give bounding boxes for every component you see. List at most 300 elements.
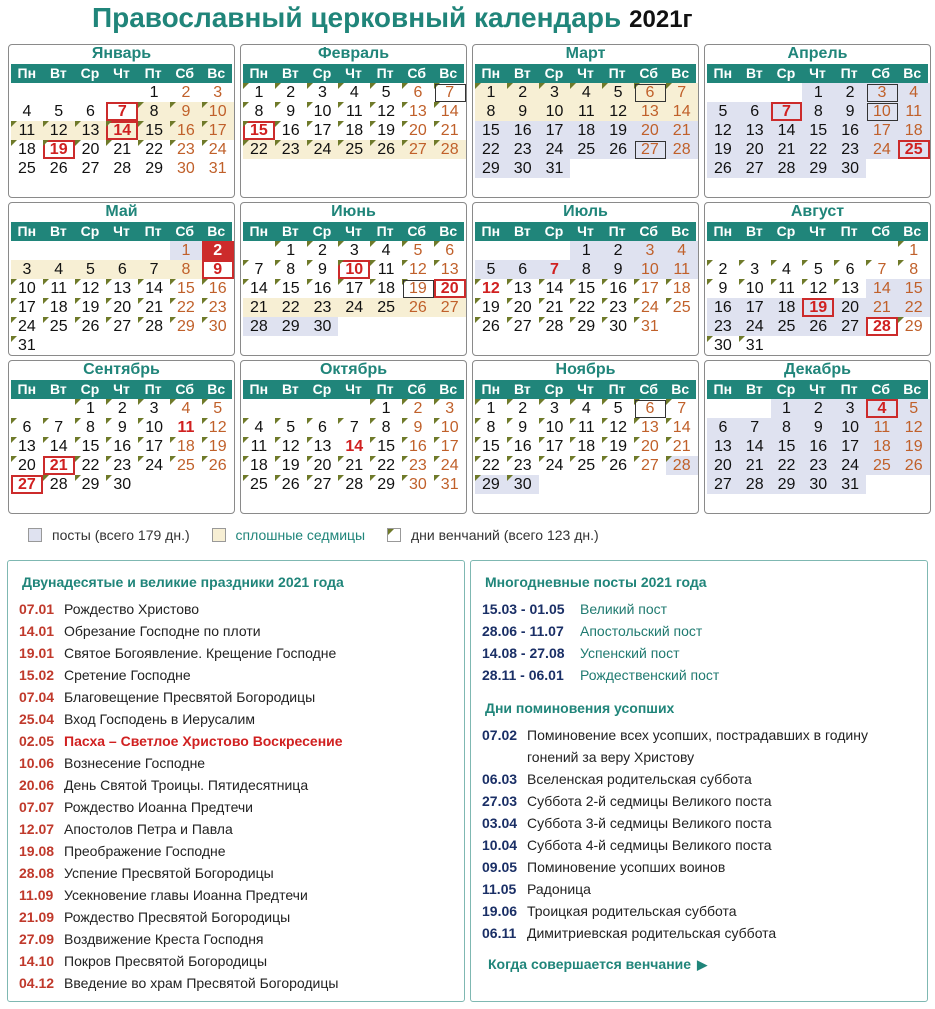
day-cell[interactable]: 8 xyxy=(771,418,803,437)
day-cell[interactable]: 30 xyxy=(307,317,339,336)
day-cell[interactable]: 30 xyxy=(507,475,539,494)
day-cell[interactable]: 5 xyxy=(370,83,402,102)
day-cell[interactable]: 21 xyxy=(771,140,803,159)
day-cell[interactable]: 18 xyxy=(43,298,75,317)
day-cell[interactable]: 25 xyxy=(338,140,370,159)
day-cell[interactable]: 3 xyxy=(307,83,339,102)
day-cell[interactable]: 24 xyxy=(138,456,170,475)
day-cell[interactable]: 28 xyxy=(43,475,75,494)
day-cell[interactable]: 17 xyxy=(11,298,43,317)
day-cell[interactable]: 20 xyxy=(834,298,866,317)
day-cell[interactable]: 2 xyxy=(307,241,339,260)
day-cell[interactable]: 23 xyxy=(707,317,739,336)
day-cell[interactable]: 27 xyxy=(434,298,466,317)
day-cell[interactable]: 12 xyxy=(402,260,434,279)
day-cell[interactable]: 21 xyxy=(866,298,898,317)
day-cell[interactable]: 3 xyxy=(11,260,43,279)
day-cell[interactable]: 8 xyxy=(275,260,307,279)
day-cell[interactable]: 25 xyxy=(43,317,75,336)
day-cell[interactable]: 5 xyxy=(54,103,64,120)
day-cell[interactable]: 16 xyxy=(275,121,307,140)
day-cell[interactable]: 12 xyxy=(707,121,739,140)
day-cell[interactable]: 5 xyxy=(475,260,507,279)
day-cell[interactable]: 19 xyxy=(602,121,634,140)
day-cell[interactable]: 12 xyxy=(475,279,507,298)
day-cell[interactable]: 30 xyxy=(707,336,739,355)
day-cell[interactable]: 16 xyxy=(602,279,634,298)
day-cell[interactable]: 19 xyxy=(202,437,234,456)
day-cell[interactable]: 2 xyxy=(181,84,191,101)
day-cell[interactable]: 7 xyxy=(106,102,138,121)
day-cell[interactable]: 14 xyxy=(243,279,275,298)
day-cell[interactable]: 18 xyxy=(866,437,898,456)
day-cell[interactable]: 27 xyxy=(402,140,434,159)
day-cell[interactable]: 3 xyxy=(739,260,771,279)
day-cell[interactable]: 27 xyxy=(81,160,100,177)
day-cell[interactable]: 5 xyxy=(202,399,234,418)
day-cell[interactable]: 18 xyxy=(370,279,402,298)
day-cell[interactable]: 3 xyxy=(213,84,223,101)
day-cell[interactable]: 1 xyxy=(170,241,202,260)
day-cell[interactable]: 2 xyxy=(507,83,539,102)
day-cell[interactable]: 17 xyxy=(539,437,571,456)
day-cell[interactable]: 7 xyxy=(866,260,898,279)
day-cell[interactable]: 9 xyxy=(307,260,339,279)
day-cell[interactable]: 12 xyxy=(898,418,930,437)
day-cell[interactable]: 28 xyxy=(243,317,275,336)
day-cell[interactable]: 22 xyxy=(75,456,107,475)
day-cell[interactable]: 27 xyxy=(507,317,539,336)
day-cell[interactable]: 29 xyxy=(170,317,202,336)
day-cell[interactable]: 10 xyxy=(866,102,898,121)
day-cell[interactable]: 26 xyxy=(802,317,834,336)
day-cell[interactable]: 23 xyxy=(802,456,834,475)
day-cell[interactable]: 3 xyxy=(138,399,170,418)
day-cell[interactable]: 4 xyxy=(570,83,602,102)
day-cell[interactable]: 6 xyxy=(834,260,866,279)
day-cell[interactable]: 10 xyxy=(11,279,43,298)
day-cell[interactable]: 4 xyxy=(170,399,202,418)
day-cell[interactable]: 9 xyxy=(402,418,434,437)
day-cell[interactable]: 13 xyxy=(307,437,339,456)
day-cell[interactable]: 1 xyxy=(243,83,275,102)
day-cell[interactable]: 4 xyxy=(338,83,370,102)
day-cell[interactable]: 26 xyxy=(75,317,107,336)
day-cell[interactable]: 9 xyxy=(507,418,539,437)
day-cell[interactable]: 14 xyxy=(43,437,75,456)
day-cell[interactable]: 13 xyxy=(434,260,466,279)
day-cell[interactable]: 12 xyxy=(802,279,834,298)
day-cell[interactable]: 5 xyxy=(707,102,739,121)
day-cell[interactable]: 28 xyxy=(666,456,698,475)
day-cell[interactable]: 11 xyxy=(11,121,43,140)
day-cell[interactable]: 17 xyxy=(434,437,466,456)
day-cell[interactable]: 27 xyxy=(106,317,138,336)
day-cell[interactable]: 14 xyxy=(434,102,466,121)
day-cell[interactable]: 15 xyxy=(275,279,307,298)
day-cell[interactable]: 9 xyxy=(602,260,634,279)
day-cell[interactable]: 6 xyxy=(707,418,739,437)
day-cell[interactable]: 24 xyxy=(634,298,666,317)
day-cell[interactable]: 7 xyxy=(138,260,170,279)
day-cell[interactable]: 14 xyxy=(866,279,898,298)
day-cell[interactable]: 4 xyxy=(898,83,930,102)
day-cell[interactable]: 30 xyxy=(106,475,138,494)
day-cell[interactable]: 29 xyxy=(898,317,930,336)
day-cell[interactable]: 7 xyxy=(739,418,771,437)
day-cell[interactable]: 8 xyxy=(170,260,202,279)
day-cell[interactable]: 31 xyxy=(834,475,866,494)
day-cell[interactable]: 6 xyxy=(434,241,466,260)
day-cell[interactable]: 24 xyxy=(202,140,234,159)
day-cell[interactable]: 18 xyxy=(11,140,43,159)
day-cell[interactable]: 13 xyxy=(834,279,866,298)
day-cell[interactable]: 4 xyxy=(771,260,803,279)
day-cell[interactable]: 11 xyxy=(898,102,930,121)
day-cell[interactable]: 25 xyxy=(771,317,803,336)
day-cell[interactable]: 5 xyxy=(802,260,834,279)
day-cell[interactable]: 31 xyxy=(739,336,771,355)
day-cell[interactable]: 17 xyxy=(202,121,234,140)
day-cell[interactable]: 5 xyxy=(402,241,434,260)
day-cell[interactable]: 5 xyxy=(75,260,107,279)
day-cell[interactable]: 10 xyxy=(138,418,170,437)
day-cell[interactable]: 4 xyxy=(22,103,32,120)
day-cell[interactable]: 20 xyxy=(707,456,739,475)
day-cell[interactable]: 20 xyxy=(11,456,43,475)
day-cell[interactable]: 10 xyxy=(539,102,571,121)
day-cell[interactable]: 20 xyxy=(75,140,107,159)
day-cell[interactable]: 1 xyxy=(802,83,834,102)
day-cell[interactable]: 21 xyxy=(434,121,466,140)
day-cell[interactable]: 17 xyxy=(307,121,339,140)
day-cell[interactable]: 1 xyxy=(149,84,159,101)
day-cell[interactable]: 13 xyxy=(707,437,739,456)
day-cell[interactable]: 6 xyxy=(86,103,95,120)
day-cell[interactable]: 14 xyxy=(666,418,698,437)
day-cell[interactable]: 25 xyxy=(666,298,698,317)
day-cell[interactable]: 1 xyxy=(898,241,930,260)
day-cell[interactable]: 3 xyxy=(539,83,571,102)
day-cell[interactable]: 5 xyxy=(602,399,634,418)
day-cell[interactable]: 11 xyxy=(866,418,898,437)
day-cell[interactable]: 13 xyxy=(739,121,771,140)
day-cell[interactable]: 4 xyxy=(370,241,402,260)
day-cell[interactable]: 2 xyxy=(802,399,834,418)
day-cell[interactable]: 12 xyxy=(602,102,634,121)
day-cell[interactable]: 28 xyxy=(866,317,898,336)
day-cell[interactable]: 1 xyxy=(275,241,307,260)
day-cell[interactable]: 22 xyxy=(898,298,930,317)
day-cell[interactable]: 24 xyxy=(539,456,571,475)
day-cell[interactable]: 22 xyxy=(275,298,307,317)
day-cell[interactable]: 15 xyxy=(898,279,930,298)
day-cell[interactable]: 21 xyxy=(666,437,698,456)
day-cell[interactable]: 11 xyxy=(177,419,195,436)
day-cell[interactable]: 9 xyxy=(106,418,138,437)
day-cell[interactable]: 7 xyxy=(43,418,75,437)
day-cell[interactable]: 21 xyxy=(739,456,771,475)
day-cell[interactable]: 29 xyxy=(802,159,834,178)
day-cell[interactable]: 22 xyxy=(170,298,202,317)
day-cell[interactable]: 6 xyxy=(507,260,539,279)
day-cell[interactable]: 1 xyxy=(370,399,402,418)
day-cell[interactable]: 6 xyxy=(634,399,666,418)
day-cell[interactable]: 3 xyxy=(539,399,571,418)
day-cell[interactable]: 28 xyxy=(739,475,771,494)
day-cell[interactable]: 30 xyxy=(177,160,195,177)
day-cell[interactable]: 13 xyxy=(634,102,666,121)
day-cell[interactable]: 31 xyxy=(634,317,666,336)
day-cell[interactable]: 23 xyxy=(170,140,202,159)
day-cell[interactable]: 7 xyxy=(666,83,698,102)
day-cell[interactable]: 20 xyxy=(106,298,138,317)
day-cell[interactable]: 19 xyxy=(75,298,107,317)
day-cell[interactable]: 28 xyxy=(666,140,698,159)
day-cell[interactable]: 4 xyxy=(570,399,602,418)
day-cell[interactable]: 2 xyxy=(402,399,434,418)
day-cell[interactable]: 24 xyxy=(739,317,771,336)
day-cell[interactable]: 16 xyxy=(402,437,434,456)
day-cell[interactable]: 24 xyxy=(539,140,571,159)
day-cell[interactable]: 26 xyxy=(602,140,634,159)
day-cell[interactable]: 23 xyxy=(834,140,866,159)
day-cell[interactable]: 17 xyxy=(834,437,866,456)
day-cell[interactable]: 11 xyxy=(338,102,370,121)
day-cell[interactable]: 29 xyxy=(75,475,107,494)
day-cell[interactable]: 18 xyxy=(338,121,370,140)
day-cell[interactable]: 6 xyxy=(11,418,43,437)
day-cell[interactable]: 9 xyxy=(275,102,307,121)
day-cell[interactable]: 23 xyxy=(507,456,539,475)
wedding-link[interactable] xyxy=(488,956,927,973)
day-cell[interactable]: 15 xyxy=(475,437,507,456)
day-cell[interactable]: 5 xyxy=(602,83,634,102)
day-cell[interactable]: 17 xyxy=(866,121,898,140)
day-cell[interactable]: 12 xyxy=(43,121,75,140)
day-cell[interactable]: 16 xyxy=(507,437,539,456)
day-cell[interactable]: 24 xyxy=(338,298,370,317)
day-cell[interactable]: 27 xyxy=(634,140,666,159)
day-cell[interactable]: 3 xyxy=(634,241,666,260)
day-cell[interactable]: 31 xyxy=(434,475,466,494)
day-cell[interactable]: 18 xyxy=(243,456,275,475)
day-cell[interactable]: 4 xyxy=(43,260,75,279)
day-cell[interactable]: 17 xyxy=(539,121,571,140)
day-cell[interactable]: 23 xyxy=(307,298,339,317)
day-cell[interactable]: 15 xyxy=(570,279,602,298)
day-cell[interactable]: 2 xyxy=(106,399,138,418)
day-cell[interactable]: 6 xyxy=(634,83,666,102)
day-cell[interactable]: 12 xyxy=(75,279,107,298)
day-cell[interactable]: 3 xyxy=(866,83,898,102)
day-cell[interactable]: 7 xyxy=(338,418,370,437)
day-cell[interactable]: 19 xyxy=(275,456,307,475)
day-cell[interactable]: 30 xyxy=(202,317,234,336)
day-cell[interactable]: 22 xyxy=(243,140,275,159)
day-cell[interactable]: 14 xyxy=(771,121,803,140)
day-cell[interactable]: 20 xyxy=(307,456,339,475)
day-cell[interactable]: 15 xyxy=(475,121,507,140)
day-cell[interactable]: 22 xyxy=(370,456,402,475)
day-cell[interactable]: 14 xyxy=(739,437,771,456)
day-cell[interactable]: 15 xyxy=(170,279,202,298)
day-cell[interactable]: 7 xyxy=(243,260,275,279)
day-cell[interactable]: 22 xyxy=(475,140,507,159)
day-cell[interactable]: 8 xyxy=(475,102,507,121)
day-cell[interactable]: 30 xyxy=(802,475,834,494)
day-cell[interactable]: 25 xyxy=(243,475,275,494)
day-cell[interactable]: 12 xyxy=(275,437,307,456)
day-cell[interactable]: 29 xyxy=(475,159,507,178)
day-cell[interactable]: 27 xyxy=(739,159,771,178)
day-cell[interactable]: 21 xyxy=(138,298,170,317)
day-cell[interactable]: 3 xyxy=(834,399,866,418)
day-cell[interactable]: 14 xyxy=(666,102,698,121)
day-cell[interactable]: 9 xyxy=(707,279,739,298)
day-cell[interactable]: 15 xyxy=(370,437,402,456)
day-cell[interactable]: 28 xyxy=(138,317,170,336)
day-cell[interactable]: 12 xyxy=(370,102,402,121)
day-cell[interactable]: 20 xyxy=(634,437,666,456)
day-cell[interactable]: 9 xyxy=(170,102,202,121)
day-cell[interactable]: 6 xyxy=(739,102,771,121)
day-cell[interactable]: 29 xyxy=(275,317,307,336)
day-cell[interactable]: 28 xyxy=(113,160,132,177)
day-cell[interactable]: 21 xyxy=(666,121,698,140)
day-cell[interactable]: 14 xyxy=(138,279,170,298)
day-cell[interactable]: 9 xyxy=(507,102,539,121)
day-cell[interactable]: 16 xyxy=(507,121,539,140)
day-cell[interactable]: 10 xyxy=(338,260,370,279)
day-cell[interactable]: 12 xyxy=(602,418,634,437)
day-cell[interactable]: 25 xyxy=(18,160,36,177)
day-cell[interactable]: 15 xyxy=(771,437,803,456)
day-cell[interactable]: 19 xyxy=(802,298,834,317)
day-cell[interactable]: 29 xyxy=(145,160,163,177)
day-cell[interactable]: 23 xyxy=(275,140,307,159)
day-cell[interactable]: 26 xyxy=(898,456,930,475)
day-cell[interactable]: 4 xyxy=(666,241,698,260)
day-cell[interactable]: 21 xyxy=(338,456,370,475)
day-cell[interactable]: 13 xyxy=(75,121,107,140)
day-cell[interactable]: 21 xyxy=(539,298,571,317)
day-cell[interactable]: 29 xyxy=(570,317,602,336)
day-cell[interactable]: 31 xyxy=(11,336,43,355)
day-cell[interactable]: 30 xyxy=(834,159,866,178)
day-cell[interactable]: 23 xyxy=(602,298,634,317)
day-cell[interactable]: 8 xyxy=(802,102,834,121)
day-cell[interactable]: 25 xyxy=(370,298,402,317)
day-cell[interactable]: 26 xyxy=(402,298,434,317)
day-cell[interactable]: 19 xyxy=(707,140,739,159)
day-cell[interactable]: 21 xyxy=(43,456,75,475)
day-cell[interactable]: 23 xyxy=(106,456,138,475)
day-cell[interactable]: 10 xyxy=(739,279,771,298)
day-cell[interactable]: 17 xyxy=(739,298,771,317)
day-cell[interactable]: 19 xyxy=(402,279,434,298)
day-cell[interactable]: 8 xyxy=(243,102,275,121)
day-cell[interactable]: 18 xyxy=(771,298,803,317)
day-cell[interactable]: 8 xyxy=(898,260,930,279)
day-cell[interactable]: 19 xyxy=(898,437,930,456)
day-cell[interactable]: 10 xyxy=(634,260,666,279)
day-cell[interactable]: 1 xyxy=(771,399,803,418)
day-cell[interactable]: 26 xyxy=(602,456,634,475)
day-cell[interactable]: 14 xyxy=(539,279,571,298)
day-cell[interactable]: 25 xyxy=(170,456,202,475)
day-cell[interactable]: 11 xyxy=(370,260,402,279)
day-cell[interactable]: 10 xyxy=(202,102,234,121)
day-cell[interactable]: 28 xyxy=(771,159,803,178)
day-cell[interactable]: 29 xyxy=(475,475,507,494)
day-cell[interactable]: 15 xyxy=(243,121,275,140)
day-cell[interactable]: 26 xyxy=(202,456,234,475)
day-cell[interactable]: 26 xyxy=(275,475,307,494)
day-cell[interactable]: 22 xyxy=(475,456,507,475)
day-cell[interactable]: 20 xyxy=(507,298,539,317)
day-cell[interactable]: 11 xyxy=(666,260,698,279)
day-cell[interactable]: 22 xyxy=(138,140,170,159)
day-cell[interactable]: 18 xyxy=(570,121,602,140)
day-cell[interactable]: 13 xyxy=(402,102,434,121)
day-cell[interactable]: 15 xyxy=(138,121,170,140)
day-cell[interactable]: 14 xyxy=(106,121,138,140)
day-cell[interactable]: 2 xyxy=(707,260,739,279)
day-cell[interactable]: 16 xyxy=(707,298,739,317)
day-cell[interactable]: 9 xyxy=(802,418,834,437)
day-cell[interactable]: 15 xyxy=(802,121,834,140)
day-cell[interactable]: 16 xyxy=(307,279,339,298)
day-cell[interactable]: 3 xyxy=(338,241,370,260)
day-cell[interactable]: 6 xyxy=(106,260,138,279)
day-cell[interactable]: 6 xyxy=(402,83,434,102)
day-cell[interactable]: 27 xyxy=(307,475,339,494)
day-cell[interactable]: 20 xyxy=(434,279,466,298)
day-cell[interactable]: 7 xyxy=(771,102,803,121)
day-cell[interactable]: 25 xyxy=(866,456,898,475)
day-cell[interactable]: 9 xyxy=(834,102,866,121)
day-cell[interactable]: 12 xyxy=(202,418,234,437)
day-cell[interactable]: 25 xyxy=(570,456,602,475)
day-cell[interactable]: 11 xyxy=(771,279,803,298)
day-cell[interactable]: 1 xyxy=(475,399,507,418)
day-cell[interactable]: 23 xyxy=(202,298,234,317)
day-cell[interactable]: 27 xyxy=(707,475,739,494)
day-cell[interactable]: 16 xyxy=(170,121,202,140)
day-cell[interactable]: 26 xyxy=(49,160,68,177)
day-cell[interactable]: 6 xyxy=(307,418,339,437)
day-cell[interactable]: 5 xyxy=(275,418,307,437)
day-cell[interactable]: 24 xyxy=(834,456,866,475)
day-cell[interactable]: 21 xyxy=(243,298,275,317)
day-cell[interactable]: 21 xyxy=(106,140,138,159)
day-cell[interactable]: 4 xyxy=(866,399,898,418)
day-cell[interactable]: 8 xyxy=(138,102,170,121)
day-cell[interactable]: 14 xyxy=(345,438,364,455)
day-cell[interactable]: 29 xyxy=(771,475,803,494)
day-cell[interactable]: 27 xyxy=(11,475,43,494)
day-cell[interactable]: 22 xyxy=(771,456,803,475)
day-cell[interactable]: 8 xyxy=(475,418,507,437)
day-cell[interactable]: 16 xyxy=(202,279,234,298)
day-cell[interactable]: 5 xyxy=(898,399,930,418)
day-cell[interactable]: 4 xyxy=(243,418,275,437)
day-cell[interactable]: 10 xyxy=(307,102,339,121)
day-cell[interactable]: 20 xyxy=(739,140,771,159)
day-cell[interactable]: 29 xyxy=(370,475,402,494)
day-cell[interactable]: 16 xyxy=(802,437,834,456)
